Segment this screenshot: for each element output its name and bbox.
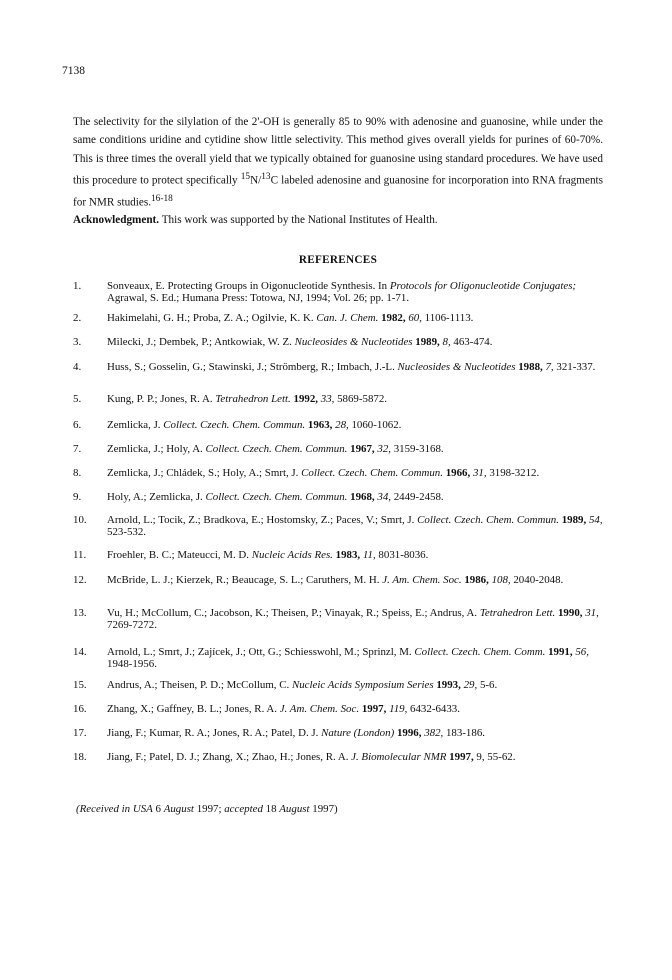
reference-italic: Collect. Czech. Chem. Commun.: [205, 443, 348, 455]
reference-segment: 321-337.: [553, 361, 596, 373]
reference-segment: Froehler, B. C.; Mateucci, M. D.: [107, 549, 252, 561]
references-heading: REFERENCES: [298, 254, 378, 266]
reference-italic: 60,: [408, 312, 422, 324]
reference-item: [73, 280, 603, 304]
reference-segment: 463-474.: [450, 336, 493, 348]
reference-italic: J. Am. Chem. Soc.: [382, 574, 462, 586]
reference-italic: 108,: [491, 574, 511, 586]
reference-italic: Collect. Czech. Chem. Commun.: [301, 467, 443, 479]
paragraph-text: The selectivity for the silylation of the 2'-OH is generally 85 to 90% with adenosine and guanosine, while under the same conditions uridine and cytidine show little selectivity. This method gives overall yields for purines of 60-70%. This is three times the overall yield that we typically obtained for guanosine using standard procedures. We have used this procedure to protect specifically: [73, 116, 603, 187]
reference-year: 1992,: [293, 393, 319, 405]
reference-year: 1966,: [445, 467, 471, 479]
reference-number: 15.: [73, 679, 87, 691]
reference-italic: 31,: [585, 607, 599, 619]
page-number: 7138: [62, 65, 85, 77]
reference-segment: Huss, S.; Gosselin, G.; Stawinski, J.; Strömberg, R.; Imbach, J.-L.: [107, 361, 398, 373]
reference-segment: 5869-5872.: [334, 393, 388, 405]
received-month: August: [163, 803, 194, 815]
reference-number: 14.: [73, 646, 87, 658]
reference-segment: Hakimelahi, G. H.; Proba, Z. A.; Ogilvie, K. K.: [107, 312, 317, 324]
reference-year: 1982,: [381, 312, 406, 324]
isotope-superscript: 15: [240, 172, 251, 183]
reference-segment: Holy, A.; Zemlicka, J.: [107, 491, 206, 503]
reference-segment: 183-186.: [443, 727, 485, 739]
reference-segment: 1106-1113.: [421, 312, 474, 324]
body-paragraph: [73, 113, 603, 213]
reference-segment: Zemlicka, J.; Holy, A.: [107, 443, 206, 455]
reference-italic: 56,: [575, 646, 589, 658]
reference-year: 1997,: [361, 703, 387, 715]
reference-segment: 9, 55-62.: [473, 751, 516, 763]
acknowledgment-label: Acknowledgment.: [73, 214, 160, 226]
reference-italic: Collect. Czech. Chem. Commun.: [417, 514, 559, 526]
reference-number: 1.: [73, 280, 82, 292]
reference-italic: Nucleosides & Nucleotides: [294, 336, 413, 348]
reference-italic: Nucleosides & Nucleotides: [397, 361, 516, 373]
reference-item: [73, 703, 603, 715]
reference-italic: Collect. Czech. Chem. Commun.: [163, 419, 306, 431]
reference-number: 5.: [73, 393, 82, 405]
reference-italic: Collect. Czech. Chem. Comm.: [414, 646, 546, 658]
reference-number: 18.: [73, 751, 87, 763]
reference-segment: 2449-2458.: [391, 491, 444, 503]
reference-year: 1989,: [415, 336, 440, 348]
acknowledgment-text: This work was supported by the National Institutes of Health.: [159, 214, 438, 226]
accepted-label: accepted: [224, 803, 263, 815]
reference-item: [73, 361, 603, 373]
reference-segment: Kung, P. P.; Jones, R. A.: [107, 393, 216, 405]
reference-item: [73, 336, 603, 348]
reference-segment: Vu, H.; McCollum, C.; Jacobson, K.; Theisen, P.; Vinayak, R.; Speiss, E.; Andrus, A.: [107, 607, 480, 619]
reference-text: [107, 514, 603, 538]
reference-italic: 119,: [389, 703, 408, 715]
reference-segment: Andrus, A.; Theisen, P. D.; McCollum, C.: [107, 679, 292, 691]
reference-number: 13.: [73, 607, 87, 619]
reference-year: 1967,: [350, 443, 375, 455]
reference-item: [73, 467, 603, 479]
reference-segment: 7269-7272.: [107, 619, 157, 632]
received-note: [76, 802, 338, 817]
reference-number: 4.: [73, 361, 82, 373]
reference-year: 1991,: [548, 646, 573, 658]
citation-superscript: 16-18: [151, 194, 173, 205]
reference-year: 1989,: [561, 514, 587, 526]
reference-item: [73, 514, 603, 538]
reference-italic: Tetrahedron Lett.: [479, 607, 556, 619]
reference-item: [73, 443, 603, 455]
received-label: Received in USA: [79, 803, 153, 815]
reference-segment: 3198-3212.: [486, 467, 540, 479]
received-date: 6: [152, 803, 164, 815]
isotope-symbol: N/: [250, 174, 262, 187]
reference-year: 1997,: [449, 751, 474, 763]
reference-year: 1963,: [307, 419, 333, 431]
reference-text: [107, 393, 603, 405]
reference-segment: Milecki, J.; Dembek, P.; Antkowiak, W. Z.: [107, 336, 295, 348]
reference-number: 9.: [73, 491, 82, 503]
reference-italic: 29,: [463, 679, 478, 691]
reference-italic: J. Biomolecular NMR: [351, 751, 447, 763]
reference-year: 1968,: [350, 491, 375, 503]
reference-item: [73, 727, 603, 739]
reference-segment: 1948-1956.: [107, 658, 157, 671]
reference-italic: 33,: [320, 393, 335, 405]
reference-italic: 34,: [377, 491, 391, 503]
reference-italic: 31,: [472, 467, 487, 479]
reference-segment: 8031-8036.: [375, 549, 429, 561]
reference-number: 7.: [73, 443, 82, 455]
reference-text: [107, 280, 603, 304]
reference-number: 8.: [73, 467, 82, 479]
reference-italic: 8,: [442, 336, 451, 348]
reference-item: [73, 549, 603, 561]
received-open-paren: (: [76, 803, 80, 815]
reference-number: 11.: [73, 549, 87, 561]
reference-item: [73, 679, 603, 691]
reference-segment: Jiang, F.; Kumar, R. A.; Jones, R. A.; Patel, D. J.: [107, 727, 322, 739]
reference-segment: Agrawal, S. Ed.; Humana Press: Totowa, NJ, 1994; Vol. 26; pp. 1-71.: [107, 292, 410, 305]
reference-text: [107, 491, 603, 503]
reference-italic: J. Am. Chem. Soc.: [279, 703, 360, 715]
reference-text: [107, 361, 603, 373]
reference-segment: Zemlicka, J.; Chládek, S.; Holy, A.; Smrt, J.: [107, 467, 302, 479]
reference-number: 17.: [73, 727, 87, 739]
reference-number: 3.: [73, 336, 82, 348]
reference-italic: Protocols for Oligonucleotide Conjugates;: [389, 280, 577, 292]
reference-item: [73, 491, 603, 503]
reference-segment: 5-6.: [477, 679, 498, 691]
reference-segment: Sonveaux, E. Protecting Groups in Oigonucleotide Synthesis. In: [107, 280, 390, 292]
reference-italic: 54,: [588, 514, 603, 526]
reference-segment: 3159-3168.: [391, 443, 444, 455]
reference-italic: 28,: [335, 419, 349, 431]
reference-italic: 7,: [545, 361, 554, 373]
reference-text: [107, 419, 603, 431]
reference-year: 1988,: [518, 361, 543, 373]
reference-text: [107, 336, 603, 348]
reference-italic: Can. J. Chem.: [316, 312, 379, 324]
reference-text: [107, 646, 603, 670]
reference-year: 1990,: [557, 607, 583, 619]
reference-italic: 11,: [362, 549, 376, 561]
reference-segment: 1060-1062.: [348, 419, 402, 431]
reference-number: 2.: [73, 312, 82, 324]
reference-item: [73, 607, 603, 631]
accepted-date: 18: [262, 803, 280, 815]
reference-segment: McBride, L. J.; Kierzek, R.; Beaucage, S. L.; Caruthers, M. H.: [107, 574, 383, 586]
reference-text: [107, 727, 603, 739]
reference-item: [73, 574, 603, 586]
reference-year: 1996,: [396, 727, 422, 739]
reference-text: [107, 751, 603, 763]
reference-text: [107, 549, 603, 561]
reference-item: [73, 312, 603, 324]
reference-text: [107, 312, 603, 324]
reference-segment: Zemlicka, J.: [107, 419, 164, 431]
reference-item: [73, 646, 603, 670]
reference-text: [107, 679, 603, 691]
reference-segment: Zhang, X.; Gaffney, B. L.; Jones, R. A.: [107, 703, 280, 715]
reference-text: [107, 703, 603, 715]
accepted-month: August: [279, 803, 310, 815]
reference-segment: 523-532.: [107, 526, 147, 539]
reference-italic: Tetrahedron Lett.: [215, 393, 291, 405]
reference-text: [107, 443, 603, 455]
reference-year: 1983,: [335, 549, 361, 561]
reference-italic: Nucleic Acids Res.: [251, 549, 333, 561]
reference-italic: 382,: [424, 727, 444, 739]
isotope-superscript: 13: [261, 172, 271, 183]
reference-italic: Nature (London): [321, 727, 395, 739]
reference-segment: Arnold, L.; Smrt, J.; Zajícek, J.; Ott, G.; Schiesswohl, M.; Sprinzl, M.: [107, 646, 415, 658]
reference-item: [73, 751, 603, 763]
reference-italic: Collect. Czech. Chem. Commun.: [205, 491, 348, 503]
reference-year: 1986,: [464, 574, 489, 586]
reference-number: 10.: [73, 514, 87, 526]
reference-segment: Jiang, F.; Patel, D. J.; Zhang, X.; Zhao, H.; Jones, R. A.: [107, 751, 352, 763]
reference-text: [107, 467, 603, 479]
acknowledgment: [73, 211, 603, 229]
reference-number: 6.: [73, 419, 82, 431]
reference-year: 1993,: [436, 679, 461, 691]
reference-segment: 6432-6433.: [407, 703, 460, 715]
reference-segment: Arnold, L.; Tocik, Z.; Bradkova, E.; Hostomsky, Z.; Paces, V.; Smrt, J.: [107, 514, 418, 526]
reference-segment: 2040-2048.: [510, 574, 564, 586]
reference-number: 16.: [73, 703, 87, 715]
accepted-year: 1997): [309, 803, 338, 815]
paragraph-text: C labeled adenosine and guanosine for incorporation into RNA fragments for NMR studies.: [73, 174, 604, 210]
reference-number: 12.: [73, 574, 87, 586]
reference-italic: Nucleic Acids Symposium Series: [291, 679, 434, 691]
reference-item: [73, 393, 603, 405]
reference-italic: 32,: [377, 443, 391, 455]
reference-item: [73, 419, 603, 431]
reference-text: [107, 574, 603, 586]
received-year: 1997;: [193, 803, 225, 815]
reference-text: [107, 607, 603, 631]
